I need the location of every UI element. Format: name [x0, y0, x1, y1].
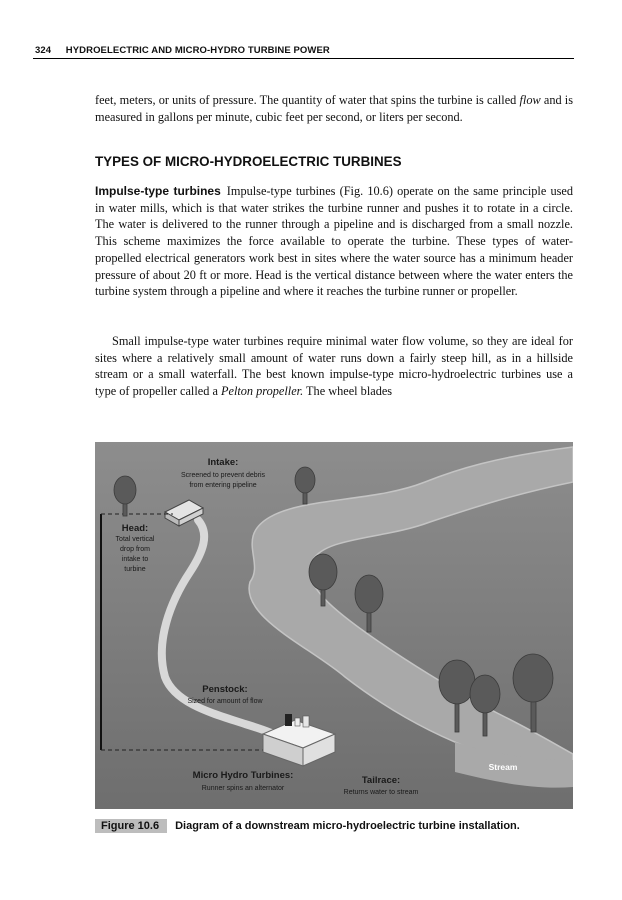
head-line-4: turbine: [124, 566, 146, 573]
figure-number: Figure 10.6: [95, 819, 167, 833]
tailrace-line-1: Returns water to stream: [343, 789, 419, 796]
paragraph-2: [95, 333, 573, 400]
intro-text-2: and is measured in gallons per minute, cubic feet per second, or liters per second.: [95, 93, 573, 124]
intake-line-1: Screened to prevent debris: [180, 472, 266, 479]
turbine-title: Micro Hydro Turbines:: [192, 770, 294, 781]
head-line-3: intake to: [121, 556, 149, 563]
header-rule: [33, 58, 574, 59]
figure-diagram: [95, 442, 573, 809]
turbine-line-1: Runner spins an alternator: [201, 785, 285, 792]
head-line-2: drop from: [120, 546, 150, 553]
intro-paragraph: [95, 92, 573, 125]
stream-label: Stream: [488, 762, 518, 772]
intake-line-2: from entering pipeline: [189, 482, 257, 489]
pelton-term: Pelton propeller.: [220, 384, 304, 399]
intro-text-1: feet, meters, or units of pressure. The quantity of water that spins the turbine is called: [95, 93, 520, 107]
impulse-paragraph: [95, 183, 573, 300]
paragraph-2-end: The wheel blades: [303, 384, 393, 399]
impulse-text: Impulse-type turbines (Fig. 10.6) operate on the same principle used in water mills, which is that water strikes the turbine runner and pushes it to rotate in a circle. The water is delivered to the runner through a pipeline and is discharged from a small nozzle. This scheme maximizes the force available to operate the turbine. These types of water-propelled electrical generators work best in sites where the water source has a minimum header pressure of about 20 ft or more. Head is the vertical distance between where the water enters the turbine system through a pipeline and where it reaches the turbine runner or propeller.: [95, 184, 573, 299]
caption-text: Diagram of a downstream micro-hydroelectric turbine installation.: [175, 820, 520, 832]
flow-term: flow: [519, 93, 541, 107]
head-title: Head:: [121, 523, 149, 534]
figure-caption: [95, 819, 573, 833]
run-in-head: Impulse-type turbines: [95, 184, 221, 198]
penstock-line-1: Sized for amount of flow: [187, 698, 263, 705]
head-line-1: Total vertical: [115, 536, 155, 543]
page-number: 324: [35, 45, 52, 56]
section-title: TYPES OF MICRO-HYDROELECTRIC TURBINES: [95, 154, 402, 169]
tailrace-title: Tailrace:: [361, 775, 401, 786]
running-title: HYDROELECTRIC AND MICRO-HYDRO TURBINE POWER: [65, 45, 330, 56]
penstock-title: Penstock:: [202, 684, 248, 695]
paragraph-2-text: Small impulse-type water turbines require minimal water flow volume, so they are ideal for sites where a relatively small amount of water runs down a fairly steep hill, as in a hillside stream or a small waterfall. The best known impulse-type micro-hydroelectric turbines use a type of propeller called a: [95, 334, 573, 399]
intake-title: Intake:: [207, 457, 239, 468]
running-header: [35, 45, 575, 56]
